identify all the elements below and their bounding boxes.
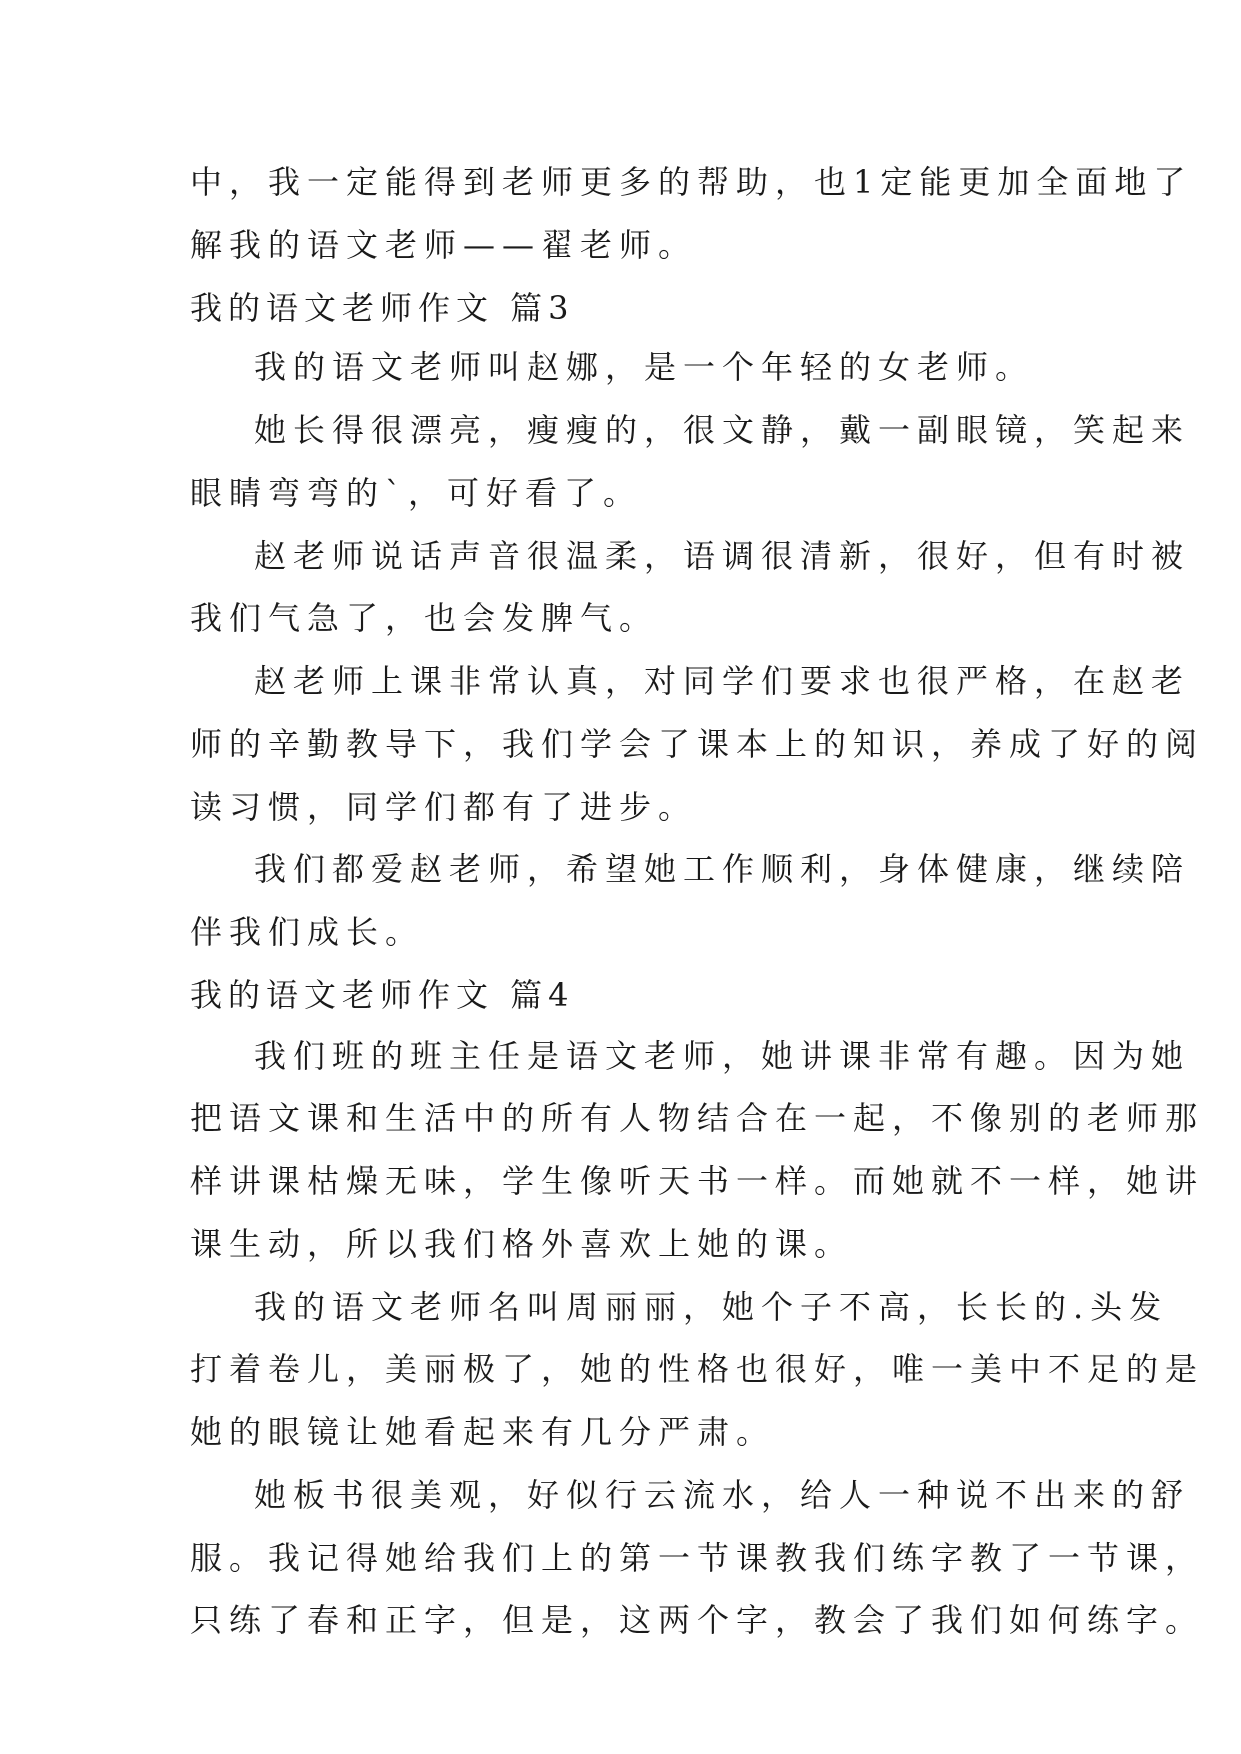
text-line: 课生动，所以我们格外喜欢上她的课。 [190, 1225, 854, 1263]
paragraph-first-line: 赵老师上课非常认真，对同学们要求也很严格，在赵老 [254, 662, 1191, 700]
text-line: 样讲课枯燥无味，学生像听天书一样。而她就不一样，她讲 [190, 1162, 1205, 1200]
text-line: 打着卷儿，美丽极了，她的性格也很好，唯一美中不足的是 [190, 1350, 1205, 1388]
paragraph-first-line: 我的语文老师叫赵娜，是一个年轻的女老师。 [254, 348, 1035, 386]
paragraph-first-line: 我的语文老师名叫周丽丽，她个子不高，长长的.头发 [254, 1288, 1169, 1326]
paragraph-first-line: 赵老师说话声音很温柔，语调很清新，很好，但有时被 [254, 537, 1191, 575]
text-line: 中，我一定能得到老师更多的帮助，也1定能更加全面地了 [190, 163, 1193, 201]
paragraph-first-line: 我们都爱赵老师，希望她工作顺利，身体健康，继续陪 [254, 850, 1191, 888]
text-line: 师的辛勤教导下，我们学会了课本上的知识，养成了好的阅 [190, 725, 1205, 763]
paragraph-first-line: 她板书很美观，好似行云流水，给人一种说不出来的舒 [254, 1476, 1191, 1514]
text-line: 读习惯，同学们都有了进步。 [190, 788, 698, 826]
section-heading: 我的语文老师作文 篇3 [190, 289, 575, 327]
text-line: 眼睛弯弯的`，可好看了。 [190, 474, 643, 512]
text-line: 把语文课和生活中的所有人物结合在一起，不像别的老师那 [190, 1099, 1205, 1137]
text-line: 我们气急了，也会发脾气。 [190, 599, 659, 637]
text-line: 只练了春和正字，但是，这两个字，教会了我们如何练字。 [190, 1601, 1205, 1639]
text-line: 服。我记得她给我们上的第一节课教我们练字教了一节课， [190, 1539, 1205, 1577]
paragraph-first-line: 她长得很漂亮，瘦瘦的，很文静，戴一副眼镜，笑起来 [254, 411, 1191, 449]
section-heading: 我的语文老师作文 篇4 [190, 976, 575, 1014]
text-line: 伴我们成长。 [190, 913, 425, 951]
text-line: 解我的语文老师——翟老师。 [190, 226, 698, 264]
text-line: 她的眼镜让她看起来有几分严肃。 [190, 1413, 776, 1451]
paragraph-first-line: 我们班的班主任是语文老师，她讲课非常有趣。因为她 [254, 1037, 1191, 1075]
